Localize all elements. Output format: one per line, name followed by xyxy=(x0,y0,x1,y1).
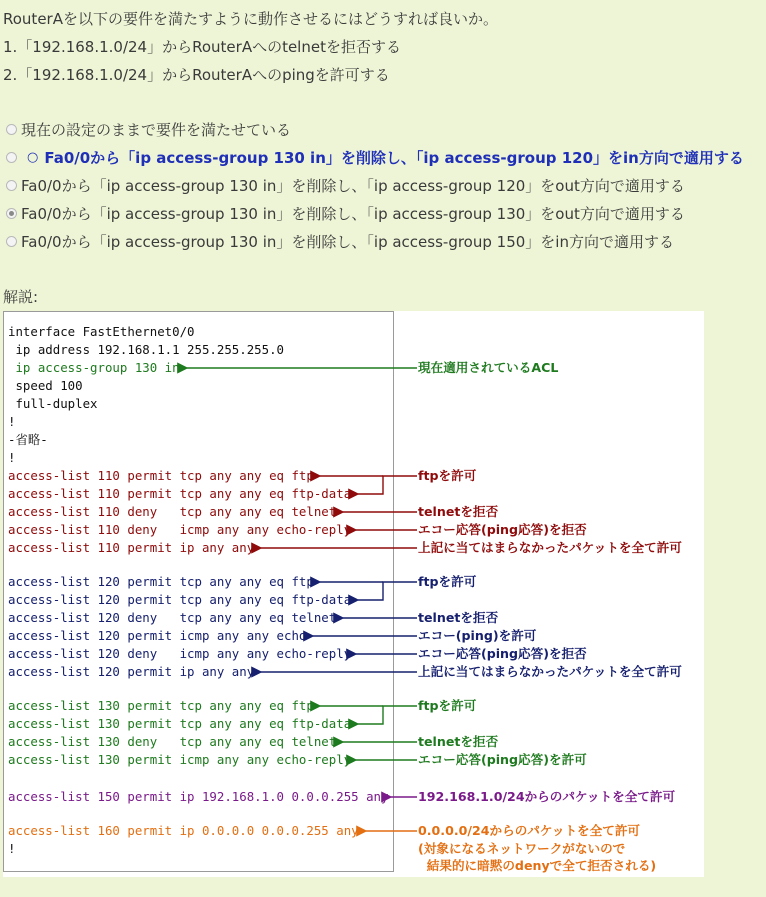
code-line: ip access-group 130 in xyxy=(8,360,180,375)
code-line: access-list 120 permit icmp any any echo xyxy=(8,628,307,643)
annotation-note: telnetを拒否 xyxy=(418,610,499,625)
radio-button[interactable] xyxy=(6,236,17,247)
annotation-note: (対象になるネットワークがないので xyxy=(418,841,626,856)
annotation-note: エコー応答(ping応答)を拒否 xyxy=(418,646,587,661)
code-line: access-list 130 permit icmp any any echo-reply xyxy=(8,752,352,767)
option-label: 現在の設定のままで要件を満たせている xyxy=(21,121,292,139)
code-line: ! xyxy=(8,841,16,856)
annotation-note: エコー応答(ping応答)を拒否 xyxy=(418,522,587,537)
option-4[interactable] xyxy=(6,203,685,224)
question-line-2: 1.「192.168.1.0/24」からRouterAへのtelnetを拒否する xyxy=(3,38,401,56)
correct-marker-icon: ○ xyxy=(27,150,39,165)
annotation-note: 現在適用されているACL xyxy=(418,360,559,375)
option-label: Fa0/0から「ip access-group 130 in」を削除し、「ip access-group 130」をout方向で適用する xyxy=(21,205,685,223)
annotation-note: telnetを拒否 xyxy=(418,734,499,749)
question-line-3: 2.「192.168.1.0/24」からRouterAへのpingを許可する xyxy=(3,66,390,84)
annotation-note: 上記に当てはまらなかったパケットを全て許可 xyxy=(418,540,682,555)
option-2[interactable] xyxy=(6,147,744,168)
code-line: ! xyxy=(8,450,16,465)
code-line: ip address 192.168.1.1 255.255.255.0 xyxy=(8,342,285,357)
code-line: full-duplex xyxy=(8,396,98,411)
question-line-1: RouterAを以下の要件を満たすように動作させるにはどうすれば良いか。 xyxy=(3,10,498,28)
code-line: access-list 110 deny tcp any any eq telnet xyxy=(8,504,337,519)
code-line: access-list 120 deny tcp any any eq telnet xyxy=(8,610,337,625)
code-line: access-list 130 deny tcp any any eq telnet xyxy=(8,734,337,749)
annotation-note: 192.168.1.0/24からのパケットを全て許可 xyxy=(418,789,676,804)
annotation-note: エコー応答(ping応答)を許可 xyxy=(418,752,587,767)
option-3[interactable] xyxy=(6,175,685,196)
code-line: ! xyxy=(8,414,16,429)
explanation-panel xyxy=(3,311,704,877)
radio-button-selected[interactable] xyxy=(6,208,17,219)
code-line: access-list 110 permit tcp any any eq ftp xyxy=(8,468,314,483)
code-line: interface FastEthernet0/0 xyxy=(8,324,195,339)
code-line: speed 100 xyxy=(8,378,83,393)
code-line: access-list 160 permit ip 0.0.0.0 0.0.0.255 any xyxy=(8,823,359,838)
annotation-note: 0.0.0.0/24からのパケットを全て許可 xyxy=(418,823,641,838)
option-label: Fa0/0から「ip access-group 130 in」を削除し、「ip access-group 120」をout方向で適用する xyxy=(21,177,685,195)
code-line: access-list 120 permit tcp any any eq ftp xyxy=(8,574,314,589)
annotation-note: telnetを拒否 xyxy=(418,504,499,519)
code-line: access-list 150 permit ip 192.168.1.0 0.0.0.255 any xyxy=(8,789,389,804)
code-line: access-list 130 permit tcp any any eq ftp-data xyxy=(8,716,352,731)
code-line: access-list 120 deny icmp any any echo-reply xyxy=(8,646,352,661)
code-line: access-list 110 permit tcp any any eq ftp-data xyxy=(8,486,352,501)
annotation-note: ftpを許可 xyxy=(418,574,477,589)
annotation-note: エコー(ping)を許可 xyxy=(418,628,537,643)
code-line: -省略- xyxy=(8,432,48,447)
code-line: access-list 110 permit ip any any xyxy=(8,540,255,555)
radio-button[interactable] xyxy=(6,180,17,191)
code-line: access-list 110 deny icmp any any echo-reply xyxy=(8,522,352,537)
annotation-note: 結果的に暗黙のdenyで全て拒否される) xyxy=(418,858,657,873)
code-line: access-list 120 permit ip any any xyxy=(8,664,255,679)
annotation-note: 上記に当てはまらなかったパケットを全て許可 xyxy=(418,664,682,679)
annotation-note: ftpを許可 xyxy=(418,468,477,483)
radio-button[interactable] xyxy=(6,152,17,163)
code-line: access-list 130 permit tcp any any eq ftp xyxy=(8,698,314,713)
option-5[interactable] xyxy=(6,231,674,252)
annotation-note: ftpを許可 xyxy=(418,698,477,713)
option-label: Fa0/0から「ip access-group 130 in」を削除し、「ip access-group 150」をin方向で適用する xyxy=(21,233,674,251)
radio-button[interactable] xyxy=(6,124,17,135)
option-label: Fa0/0から「ip access-group 130 in」を削除し、「ip access-group 120」をin方向で適用する xyxy=(44,149,744,167)
code-line: access-list 120 permit tcp any any eq ftp-data xyxy=(8,592,352,607)
option-1[interactable] xyxy=(6,119,291,140)
explanation-label: 解説: xyxy=(3,288,39,306)
